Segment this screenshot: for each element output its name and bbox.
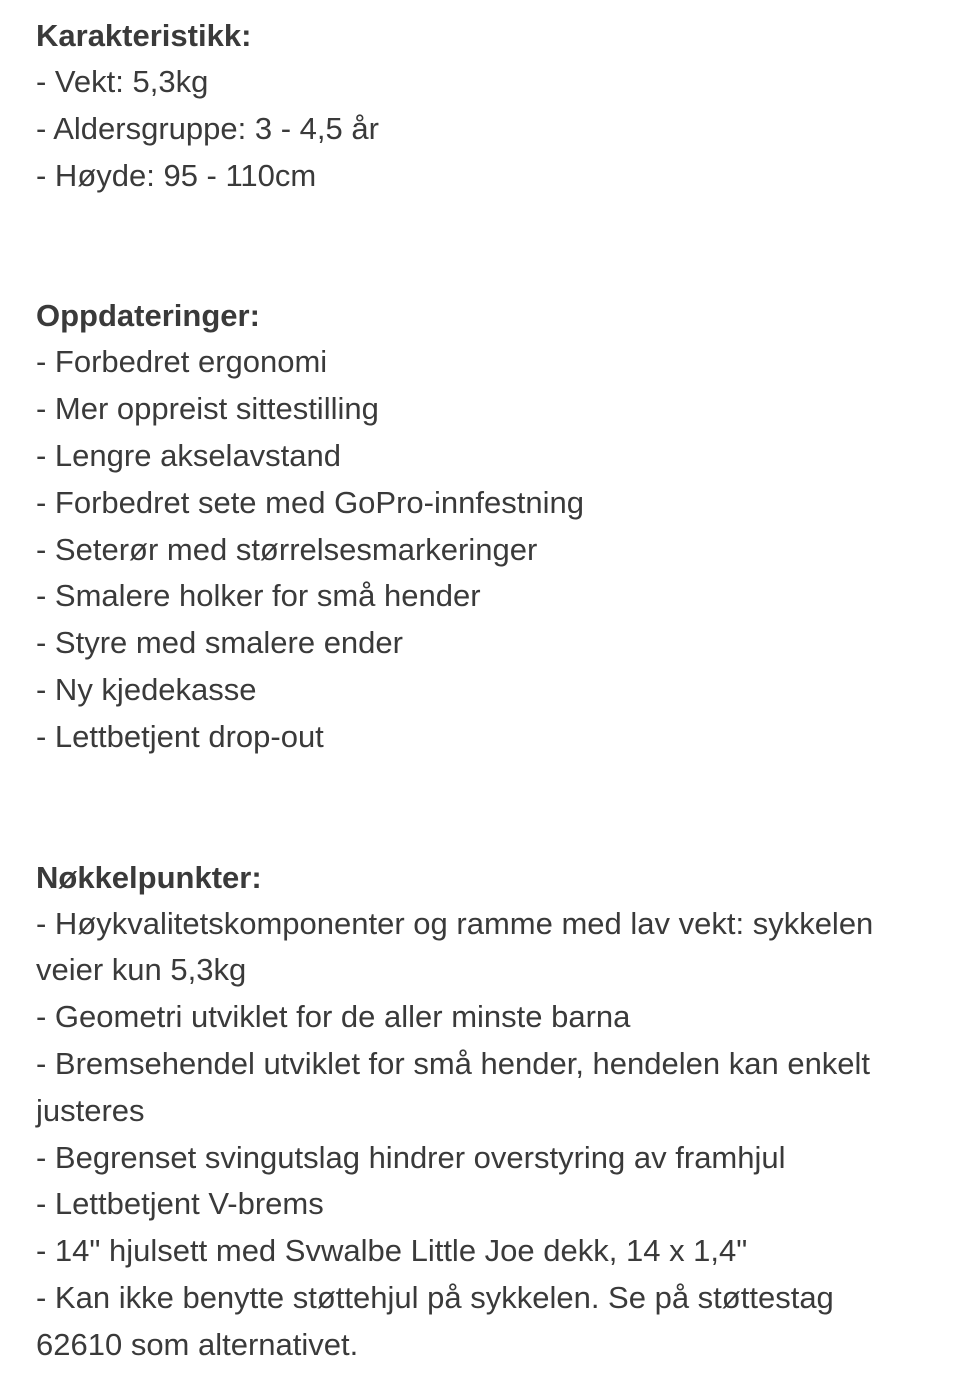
list-item: - Aldersgruppe: 3 - 4,5 år: [36, 110, 379, 146]
list-item: - Lettbetjent V-brems: [36, 1186, 324, 1222]
list-item-continuation: veier kun 5,3kg: [36, 952, 247, 988]
section-heading: Karakteristikk:: [36, 18, 252, 53]
list-item: - Geometri utviklet for de aller minste barna: [36, 999, 631, 1035]
list-item: - Seterør med størrelsesmarkeringer: [36, 531, 538, 567]
list-item: - Styre med smalere ender: [36, 625, 403, 661]
section-spacer: [36, 199, 924, 292]
section-heading: Oppdateringer:: [36, 298, 260, 334]
list-item: - 14" hjulsett med Svwalbe Little Joe dekk, 14 x 1,4": [36, 1233, 748, 1269]
list-item: - Mer oppreist sittestilling: [36, 391, 379, 427]
list-item-continuation: justeres: [36, 1092, 145, 1128]
section-heading: Nøkkelpunkter:: [36, 859, 262, 895]
section-nokkelpunkter: [36, 854, 924, 1369]
list-item-continuation: 62610 som alternativet.: [36, 1326, 359, 1362]
list-item: - Bremsehendel utviklet for små hender, hendelen kan enkelt: [36, 1045, 871, 1081]
list-item: - Vekt: 5,3kg: [36, 64, 209, 99]
section-spacer: [36, 761, 924, 854]
list-item: - Begrenset svingutslag hindrer overstyring av framhjul: [36, 1139, 786, 1175]
list-item: - Lengre akselavstand: [36, 437, 342, 473]
section-karakteristikk: [36, 12, 924, 199]
list-item: - Lettbetjent drop-out: [36, 718, 324, 754]
section-oppdateringer: [36, 292, 924, 760]
list-item: - Forbedret ergonomi: [36, 344, 328, 380]
list-item: - Høyde: 95 - 110cm: [36, 157, 317, 193]
list-item: - Smalere holker for små hender: [36, 578, 481, 614]
list-item: - Forbedret sete med GoPro-innfestning: [36, 484, 584, 520]
list-item: - Høykvalitetskomponenter og ramme med lav vekt: sykkelen: [36, 905, 874, 941]
list-item: - Kan ikke benytte støttehjul på sykkelen. Se på støttestag: [36, 1279, 834, 1315]
list-item: - Ny kjedekasse: [36, 671, 257, 707]
